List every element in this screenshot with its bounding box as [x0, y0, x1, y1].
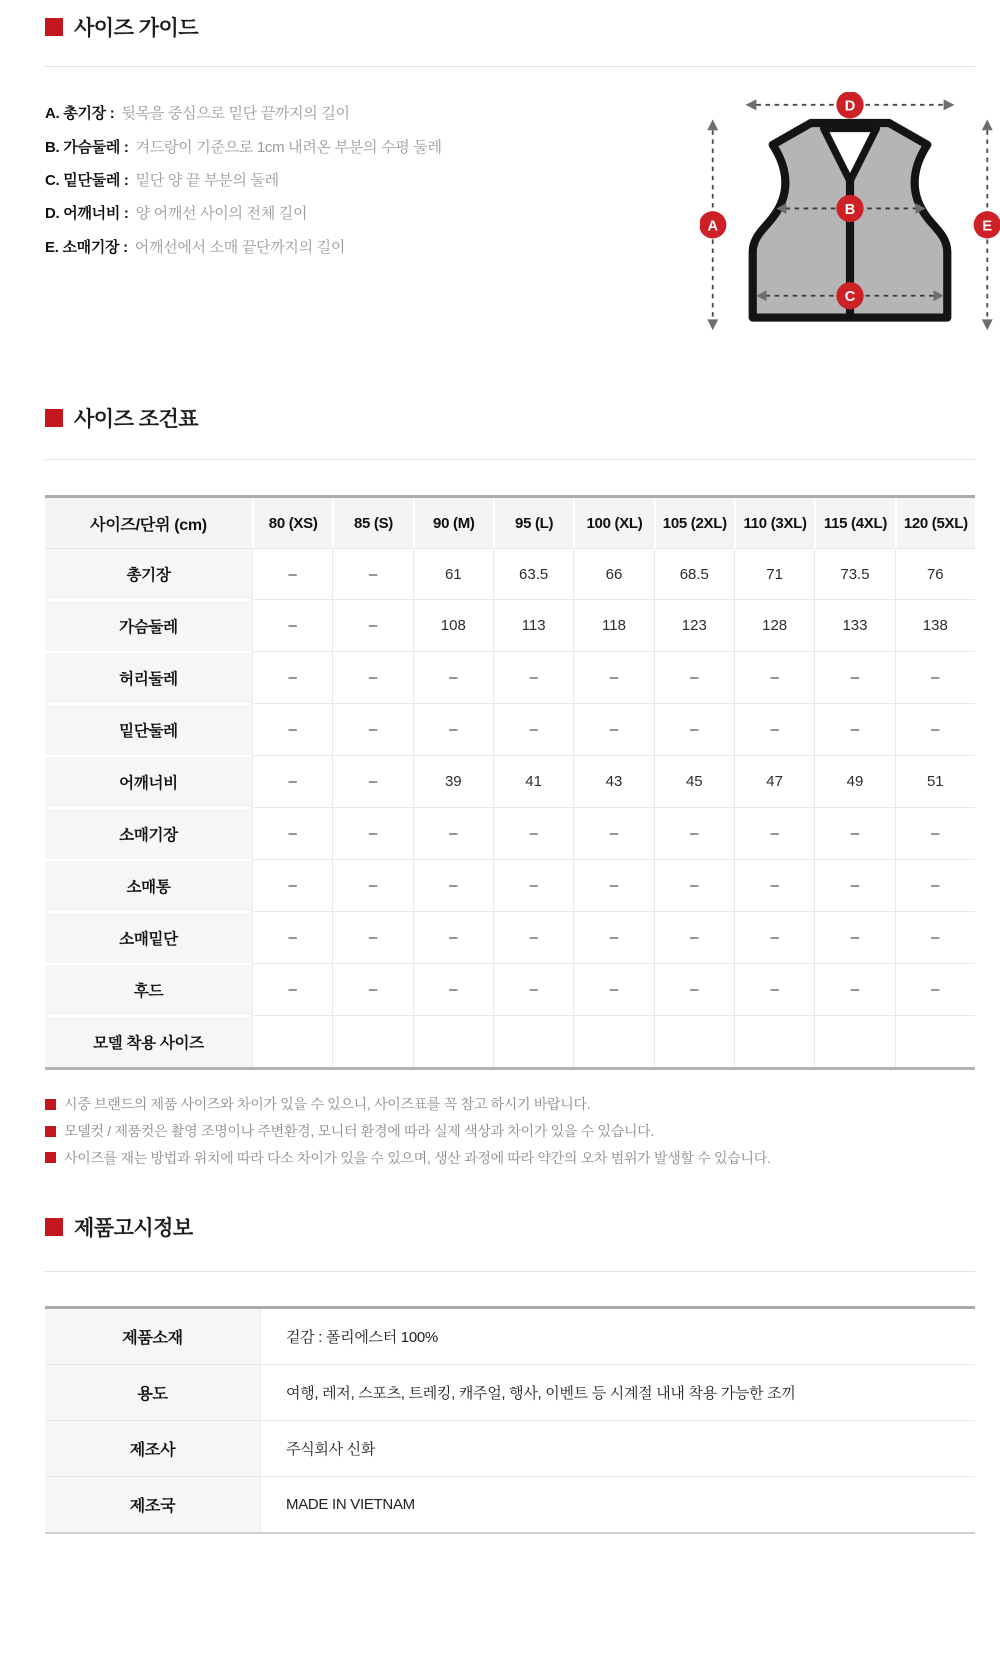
table-header-row [45, 498, 975, 549]
cell: – [734, 963, 814, 1015]
diagram-label-e: E [982, 218, 993, 235]
cell: – [573, 651, 653, 703]
cell: – [252, 549, 332, 599]
guide-label: C. 밑단둘레 : [45, 171, 129, 189]
cell: – [814, 651, 894, 703]
cell: – [493, 651, 573, 703]
cell: – [332, 703, 412, 755]
table-row [45, 599, 975, 651]
note-text: 사이즈를 재는 방법과 위치에 따라 다소 차이가 있을 수 있으며, 생산 과정에 따라 약간의 오차 범위가 발생할 수 있습니다. [64, 1149, 771, 1166]
note-item [45, 1091, 771, 1118]
product-info-title-text: 제품고시정보 [74, 1217, 193, 1240]
cell: – [413, 703, 493, 755]
red-square-icon [45, 18, 63, 36]
table-row [45, 1420, 975, 1476]
table-row [45, 911, 975, 963]
col-header: 85 (S) [332, 498, 412, 549]
cell: – [654, 911, 734, 963]
note-text: 시중 브랜드의 제품 사이즈와 차이가 있을 수 있으니, 사이즈표를 꼭 참고 하시기 바랍니다. [64, 1096, 591, 1113]
size-table-title-text: 사이즈 조건표 [74, 408, 199, 431]
cell [895, 1015, 975, 1067]
guide-item [45, 163, 442, 196]
cell: 76 [895, 549, 975, 599]
cell [332, 1015, 412, 1067]
cell: – [734, 807, 814, 859]
table-row [45, 963, 975, 1015]
cell: – [814, 859, 894, 911]
cell: – [252, 807, 332, 859]
cell: MADE IN VIETNAM [260, 1476, 975, 1532]
cell: 47 [734, 755, 814, 807]
cell: – [734, 703, 814, 755]
cell: – [413, 911, 493, 963]
cell: 73.5 [814, 549, 894, 599]
guide-desc: 밑단 양 끝 부분의 둘레 [135, 171, 279, 189]
cell: – [573, 859, 653, 911]
size-guide-title-text: 사이즈 가이드 [74, 17, 199, 40]
col-header: 105 (2XL) [654, 498, 734, 549]
vest-measurement-diagram [700, 92, 1000, 339]
red-square-icon [45, 409, 63, 427]
guide-desc: 겨드랑이 기준으로 1cm 내려온 부분의 수평 둘레 [135, 138, 442, 156]
col-header: 110 (3XL) [734, 498, 814, 549]
cell: 43 [573, 755, 653, 807]
table-row [45, 807, 975, 859]
size-guide-title [45, 12, 198, 42]
row-label: 제조사 [45, 1420, 260, 1476]
cell: 주식회사 신화 [260, 1420, 975, 1476]
guide-desc: 뒷목을 중심으로 밑단 끝까지의 길이 [121, 105, 350, 123]
row-label: 후드 [45, 963, 252, 1015]
cell: – [493, 911, 573, 963]
vest-diagram-icon [700, 92, 1000, 334]
cell: – [654, 859, 734, 911]
row-label: 총기장 [45, 549, 252, 599]
guide-item [45, 230, 442, 263]
col-header: 80 (XS) [252, 498, 332, 549]
cell: 49 [814, 755, 894, 807]
product-info-title [45, 1212, 193, 1242]
guide-item [45, 196, 442, 229]
col-header: 115 (4XL) [814, 498, 894, 549]
cell: – [413, 859, 493, 911]
cell: – [413, 963, 493, 1015]
cell: 51 [895, 755, 975, 807]
col-header: 100 (XL) [573, 498, 653, 549]
table-row [45, 1015, 975, 1067]
guide-label: B. 가슴둘레 : [45, 138, 129, 156]
cell: – [493, 807, 573, 859]
cell: – [573, 911, 653, 963]
cell: – [895, 859, 975, 911]
table-row [45, 703, 975, 755]
col-header: 사이즈/단위 (cm) [45, 498, 252, 549]
guide-item [45, 96, 442, 129]
row-label: 소매통 [45, 859, 252, 911]
cell: – [654, 807, 734, 859]
cell: – [332, 651, 412, 703]
cell: 41 [493, 755, 573, 807]
cell: – [252, 859, 332, 911]
cell: 68.5 [654, 549, 734, 599]
cell [734, 1015, 814, 1067]
table-row [45, 549, 975, 599]
red-square-icon [45, 1218, 63, 1236]
cell: 61 [413, 549, 493, 599]
row-label: 가슴둘레 [45, 599, 252, 651]
cell: – [895, 807, 975, 859]
cell: – [413, 807, 493, 859]
guide-label: E. 소매기장 : [45, 238, 128, 256]
cell: – [654, 963, 734, 1015]
cell: – [252, 755, 332, 807]
cell: – [573, 963, 653, 1015]
note-item [45, 1144, 771, 1171]
cell: – [734, 651, 814, 703]
table-row [45, 859, 975, 911]
divider [45, 1271, 975, 1272]
cell [814, 1015, 894, 1067]
cell: 118 [573, 599, 653, 651]
cell: 겉감 : 폴리에스터 100% [260, 1309, 975, 1364]
row-label: 제조국 [45, 1476, 260, 1532]
size-table-title [45, 403, 198, 433]
diagram-label-d: D [844, 98, 856, 115]
cell: – [332, 859, 412, 911]
cell: – [734, 911, 814, 963]
cell: – [895, 703, 975, 755]
divider [45, 66, 975, 67]
cell: – [493, 859, 573, 911]
red-square-icon [45, 1152, 56, 1163]
cell: – [814, 963, 894, 1015]
cell: 113 [493, 599, 573, 651]
table-row [45, 1309, 975, 1364]
cell [413, 1015, 493, 1067]
cell: 138 [895, 599, 975, 651]
col-header: 120 (5XL) [895, 498, 975, 549]
cell [252, 1015, 332, 1067]
cell: – [654, 703, 734, 755]
cell: – [332, 755, 412, 807]
note-text: 모델컷 / 제품컷은 촬영 조명이나 주변환경, 모니터 환경에 따라 실제 색상과 차이가 있을 수 있습니다. [64, 1123, 654, 1140]
cell: – [332, 963, 412, 1015]
guide-desc: 어깨선에서 소매 끝단까지의 길이 [134, 238, 346, 256]
row-label: 모델 착용 사이즈 [45, 1015, 252, 1067]
cell [493, 1015, 573, 1067]
diagram-label-c: C [844, 289, 856, 306]
cell: – [332, 599, 412, 651]
cell: 63.5 [493, 549, 573, 599]
cell: – [895, 911, 975, 963]
product-info-table [45, 1306, 975, 1534]
cell: – [332, 807, 412, 859]
size-spec-table [45, 495, 975, 1070]
cell: – [252, 703, 332, 755]
table-row [45, 1364, 975, 1420]
cell: – [573, 703, 653, 755]
cell: 66 [573, 549, 653, 599]
cell: – [814, 911, 894, 963]
cell: 45 [654, 755, 734, 807]
cell: 39 [413, 755, 493, 807]
note-item [45, 1118, 771, 1145]
cell: – [814, 807, 894, 859]
guide-label: A. 총기장 : [45, 105, 115, 123]
col-header: 95 (L) [493, 498, 573, 549]
cell: – [332, 911, 412, 963]
cell: – [252, 599, 332, 651]
row-label: 소매밑단 [45, 911, 252, 963]
divider [45, 459, 975, 460]
cell: 123 [654, 599, 734, 651]
diagram-label-b: B [844, 201, 856, 218]
cell: – [252, 651, 332, 703]
cell: – [252, 963, 332, 1015]
cell: – [734, 859, 814, 911]
table-row [45, 755, 975, 807]
cell [654, 1015, 734, 1067]
guide-item [45, 129, 442, 162]
cell: – [895, 651, 975, 703]
row-label: 소매기장 [45, 807, 252, 859]
guide-desc: 양 어깨선 사이의 전체 길이 [135, 205, 308, 223]
cell: 133 [814, 599, 894, 651]
diagram-label-a: A [707, 218, 718, 235]
row-label: 밑단둘레 [45, 703, 252, 755]
cell: – [493, 703, 573, 755]
row-label: 제품소재 [45, 1309, 260, 1364]
red-square-icon [45, 1126, 56, 1137]
cell: – [252, 911, 332, 963]
red-square-icon [45, 1099, 56, 1110]
cell: 71 [734, 549, 814, 599]
table-row [45, 651, 975, 703]
size-table-notes [45, 1091, 771, 1171]
guide-label: D. 어깨너비 : [45, 205, 129, 223]
cell: – [654, 651, 734, 703]
cell: – [413, 651, 493, 703]
cell [573, 1015, 653, 1067]
cell: 128 [734, 599, 814, 651]
cell: – [493, 963, 573, 1015]
col-header: 90 (M) [413, 498, 493, 549]
cell: – [332, 549, 412, 599]
cell: – [814, 703, 894, 755]
measurement-guide-list [45, 96, 442, 263]
row-label: 허리둘레 [45, 651, 252, 703]
row-label: 어깨너비 [45, 755, 252, 807]
table-row [45, 1476, 975, 1532]
row-label: 용도 [45, 1364, 260, 1420]
cell: – [573, 807, 653, 859]
cell: – [895, 963, 975, 1015]
cell: 여행, 레저, 스포츠, 트레킹, 캐주얼, 행사, 이벤트 등 시계절 내내 착용 가능한 조끼 [260, 1364, 975, 1420]
cell: 108 [413, 599, 493, 651]
